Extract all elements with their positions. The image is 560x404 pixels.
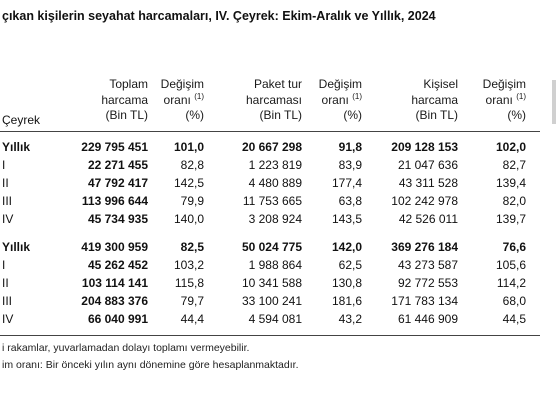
- table-cell: 139,4: [495, 176, 526, 190]
- table-cell: 21 047 636: [397, 158, 458, 172]
- table-cell: 82,7: [502, 158, 526, 172]
- table-cell: 33 100 241: [241, 294, 302, 308]
- header-rule: [0, 131, 540, 132]
- table-cell: 50 024 775: [241, 240, 302, 254]
- table-cell: 10 341 588: [241, 276, 302, 290]
- table-row: [0, 176, 560, 194]
- table-cell: 4 594 081: [248, 312, 302, 326]
- table-cell: 1 223 819: [248, 158, 302, 172]
- header-quarter: Çeyrek: [2, 113, 41, 127]
- row-label: II: [2, 176, 9, 190]
- table-cell: 45 734 935: [87, 212, 148, 226]
- table-cell: 204 883 376: [81, 294, 148, 308]
- table-cell: 68,0: [502, 294, 526, 308]
- table-cell: 209 128 153: [391, 140, 458, 154]
- table-cell: 142,0: [331, 240, 362, 254]
- table-cell: 42 526 011: [398, 212, 458, 226]
- table-cell: 102 242 978: [391, 194, 458, 208]
- table-cell: 62,5: [338, 258, 362, 272]
- row-label: IV: [2, 212, 14, 226]
- table-cell: 4 480 889: [248, 176, 302, 190]
- table-cell: 91,8: [338, 140, 362, 154]
- table-cell: 369 276 184: [391, 240, 458, 254]
- table-cell: 229 795 451: [81, 140, 148, 154]
- table-cell: 171 783 134: [391, 294, 458, 308]
- table-cell: 76,6: [502, 240, 526, 254]
- table-cell: 114,2: [496, 276, 526, 290]
- table-row: [0, 240, 560, 258]
- table-row: [0, 294, 560, 312]
- table-row: [0, 312, 560, 330]
- table-cell: 82,5: [180, 240, 204, 254]
- row-label: Yıllık: [2, 140, 31, 154]
- table-row: [0, 194, 560, 212]
- table-cell: 20 667 298: [241, 140, 302, 154]
- table-row: [0, 276, 560, 294]
- table-cell: 11 753 665: [242, 194, 302, 208]
- table-row: [0, 158, 560, 176]
- table-title: çıkan kişilerin seyahat harcamaları, IV. Çeyrek: Ekim-Aralık ve Yıllık, 2024: [2, 9, 436, 23]
- table-cell: 43 273 587: [397, 258, 458, 272]
- table-cell: 47 792 417: [87, 176, 148, 190]
- table-cell: 140,0: [173, 212, 204, 226]
- table-cell: 61 446 909: [397, 312, 458, 326]
- table-cell: 3 208 924: [248, 212, 302, 226]
- table-cell: 83,9: [338, 158, 362, 172]
- table-cell: 1 988 864: [248, 258, 302, 272]
- row-label: IV: [2, 312, 14, 326]
- table-cell: 79,7: [180, 294, 204, 308]
- table-cell: 101,0: [173, 140, 204, 154]
- header-change-rate-1: Değişim oranı $^{(1)}$ (%): [160, 77, 204, 122]
- table-cell: 45 262 452: [87, 258, 148, 272]
- row-label: Yıllık: [2, 240, 31, 254]
- table-cell: 103,2: [173, 258, 204, 272]
- table-cell: 130,8: [331, 276, 362, 290]
- table-cell: 63,8: [338, 194, 362, 208]
- table-cell: 113 996 644: [81, 194, 148, 208]
- header-change-rate-3: Değişim oranı $^{(1)}$ (%): [482, 77, 526, 122]
- table-cell: 419 300 959: [81, 240, 148, 254]
- row-label: I: [2, 158, 6, 172]
- table-cell: 92 772 553: [397, 276, 458, 290]
- header-change-rate-2: Değişim oranı $^{(1)}$ (%): [318, 77, 362, 122]
- row-label: III: [2, 194, 13, 208]
- table-cell: 43 311 528: [398, 176, 458, 190]
- table-row: [0, 212, 560, 230]
- row-label: II: [2, 276, 9, 290]
- header-package-tour: Paket tur harcaması (Bin TL): [245, 77, 302, 122]
- header-personal-spending: Kişisel harcama (Bin TL): [411, 77, 458, 122]
- footnote-change-rate: im oranı: Bir önceki yılın aynı dönemine göre hesaplanmaktadır.: [2, 359, 299, 371]
- bottom-rule: [0, 335, 540, 336]
- table-cell: 115,8: [174, 276, 204, 290]
- table-cell: 22 271 455: [87, 158, 148, 172]
- table-cell: 43,2: [338, 312, 362, 326]
- table-cell: 66 040 991: [87, 312, 148, 326]
- header-total-spending: Toplam harcama (Bin TL): [101, 77, 148, 122]
- table-cell: 44,4: [180, 312, 204, 326]
- table-cell: 142,5: [173, 176, 204, 190]
- table-cell: 177,4: [331, 176, 362, 190]
- table-cell: 82,8: [180, 158, 204, 172]
- table-row: [0, 258, 560, 276]
- clipped-column-edge: [552, 80, 556, 124]
- table-row: [0, 140, 560, 158]
- table-cell: 82,0: [502, 194, 526, 208]
- row-label: III: [2, 294, 13, 308]
- table-cell: 103 114 141: [81, 276, 148, 290]
- table-cell: 139,7: [495, 212, 526, 226]
- table-cell: 181,6: [331, 294, 362, 308]
- footnote-rounding: i rakamlar, yuvarlamadan dolayı toplamı vermeyebilir.: [2, 342, 250, 354]
- row-label: I: [2, 258, 6, 272]
- table-cell: 79,9: [180, 194, 204, 208]
- table-cell: 44,5: [502, 312, 526, 326]
- table-cell: 143,5: [331, 212, 362, 226]
- table-cell: 102,0: [495, 140, 526, 154]
- table-cell: 105,6: [495, 258, 526, 272]
